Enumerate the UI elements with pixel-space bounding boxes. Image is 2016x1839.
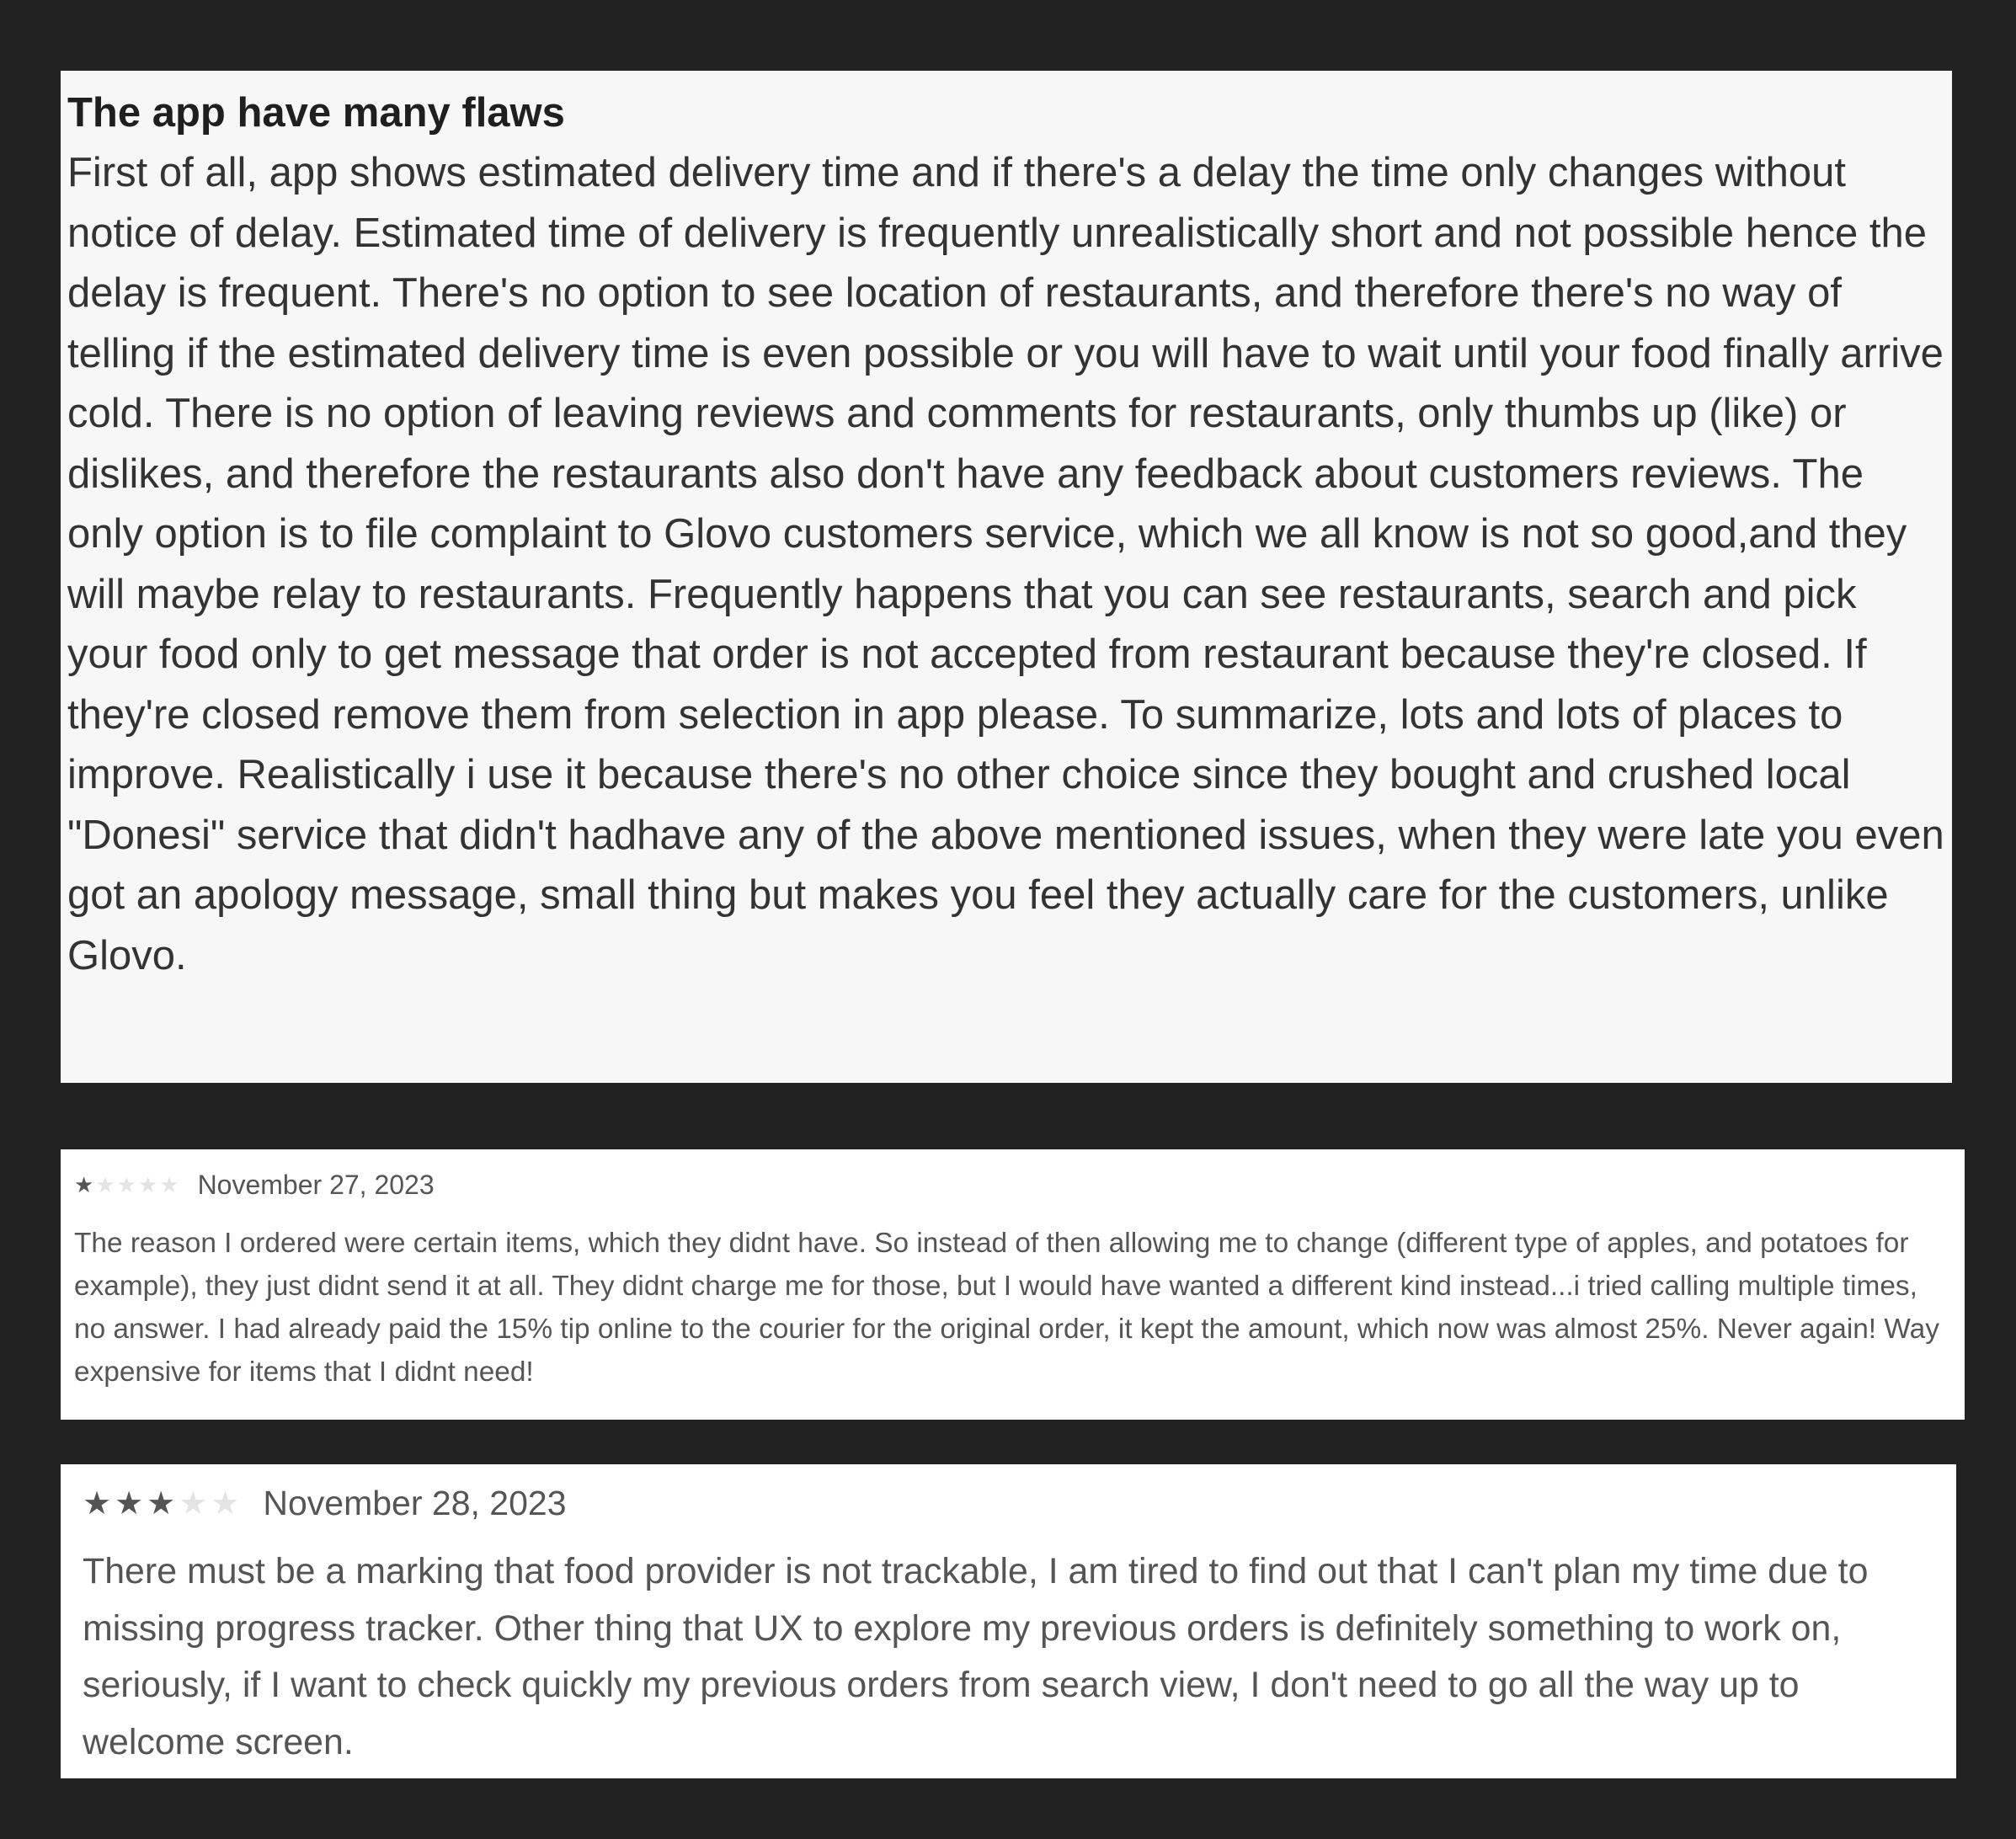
- star-icon: ★: [74, 1171, 96, 1197]
- review-card-2: [61, 1149, 1965, 1420]
- star-icon: ★: [115, 1485, 147, 1522]
- star-icon: ★: [211, 1485, 243, 1522]
- star-icon: ★: [116, 1171, 138, 1197]
- star-icon: ★: [179, 1485, 211, 1522]
- review-body: The reason I ordered were certain items, which they didnt have. So instead of then allowing me to change (different type of apples, and potatoes for example), they just didnt send it at all. They didnt charge me for those, but I would have wanted a different kind instead...i tried calling multiple times, no answer. I had already paid the 15% tip online to the courier for the original order, it kept the amount, which now was almost 25%. Never again! Way expensive for items that I didnt need!: [74, 1228, 1939, 1388]
- review-body: There must be a marking that food provider is not trackable, I am tired to find out that I can't plan my time due to missing progress tracker. Other thing that UX to explore my previous orders is definitely something to work on, seriously, if I want to check quickly my previous orders from search view, I don't need to go all the way up to welcome screen.: [83, 1551, 1869, 1762]
- star-icon: ★: [95, 1171, 117, 1197]
- review-card-3: [61, 1464, 1956, 1778]
- review-title: The app have many flaws: [67, 90, 565, 136]
- review-date: November 27, 2023: [197, 1169, 435, 1200]
- star-rating: [83, 1485, 243, 1522]
- star-icon: ★: [147, 1485, 179, 1522]
- star-rating: [74, 1172, 181, 1198]
- review-date: November 28, 2023: [263, 1483, 567, 1522]
- review-body: First of all, app shows estimated delivery time and if there's a delay the time only changes without notice of delay. Estimated time of delivery is frequently unrealistically short and not possible hence the delay is frequent. There's no option to see location of restaurants, and therefore there's no way of telling if the estimated delivery time is even possible or you will have to wait until your food finally arrive cold. There is no option of leaving reviews and comments for restaurants, only thumbs up (like) or dislikes, and therefore the restaurants also don't have any feedback about customers reviews. The only option is to file complaint to Glovo customers service, which we all know is not so good,and they will maybe relay to restaurants. Frequently happens that you can see restaurants, search and pick your food only to get message that order is not accepted from restaurant because they're closed. If they're closed remove them from selection in app please. To summarize, lots and lots of places to improve. Realistically i use it because there's no other choice since they bought and crushed local "Donesi" service that didn't hadhave any of the above mentioned issues, when they were late you even got an apology message, small thing but makes you feel they actually care for the customers, unlike Glovo.: [67, 150, 1944, 978]
- star-icon: ★: [83, 1485, 115, 1522]
- star-icon: ★: [159, 1171, 181, 1197]
- star-icon: ★: [137, 1171, 160, 1197]
- review-meta: [74, 1166, 1951, 1203]
- review-card-1: [61, 71, 1952, 1083]
- review-meta: [83, 1479, 1934, 1527]
